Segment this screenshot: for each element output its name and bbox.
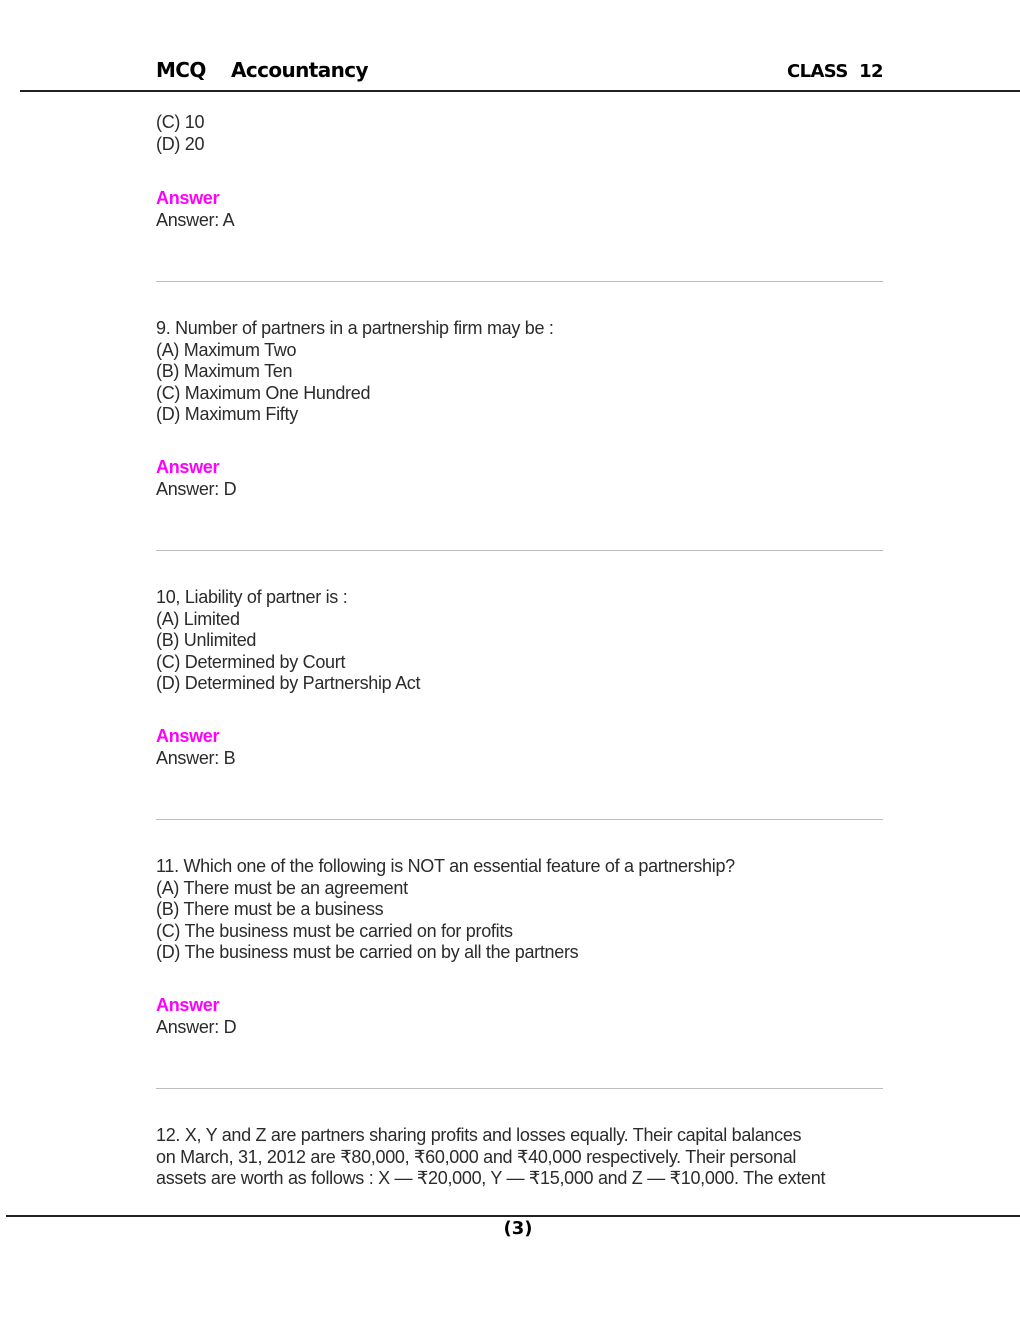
option: (D) 20 [156,133,205,154]
header-class: CLASS 12 [787,61,883,82]
option: (D) The business must be carried on by all the partners [156,942,579,962]
answer-heading: Answer [156,995,220,1015]
separator [156,550,883,551]
separator [156,1088,883,1089]
question-text-line: assets are worth as follows : X — ₹20,000, Y — ₹15,000 and Z — ₹10,000. The extent [156,1168,826,1188]
question-block [156,318,896,426]
answer-heading: Answer [156,726,220,746]
answer-heading: Answer [156,457,220,477]
option: (A) Limited [156,608,240,629]
footer-divider [6,1215,1020,1217]
question-text-line: on March, 31, 2012 are ₹80,000, ₹60,000 and ₹40,000 respectively. Their personal [156,1146,797,1167]
option: (A) Maximum Two [156,339,297,360]
header-subject: Accountancy [231,58,368,82]
option: (D) Determined by Partnership Act [156,673,421,693]
question-block [156,1125,896,1190]
separator [156,281,883,282]
option: (A) There must be an agreement [156,877,408,898]
partial-question-options [156,112,896,155]
question-text: 11. Which one of the following is NOT an essential feature of a partnership? [156,856,735,876]
option: (D) Maximum Fifty [156,404,298,424]
answer-text: Answer: A [156,209,235,230]
option: (C) Maximum One Hundred [156,382,371,403]
answer-block [156,726,896,769]
page-number: (3) [503,1218,533,1239]
question-block [156,587,896,695]
question-text-line: 12. X, Y and Z are partners sharing profits and losses equally. Their capital balances [156,1125,802,1145]
answer-block [156,995,896,1038]
option: (C) The business must be carried on for profits [156,920,513,941]
question-text: 10, Liability of partner is : [156,587,348,607]
header-divider [20,90,1020,92]
option: (B) Unlimited [156,630,257,650]
option: (C) Determined by Court [156,651,346,672]
question-text: 9. Number of partners in a partnership firm may be : [156,318,554,338]
option: (B) There must be a business [156,899,384,919]
answer-block [156,457,896,500]
option: (B) Maximum Ten [156,361,293,381]
question-block [156,856,896,964]
answer-block [156,188,896,231]
option: (C) 10 [156,112,205,132]
answer-text: Answer: D [156,478,237,499]
separator [156,819,883,820]
header-prefix: MCQ [156,58,206,82]
answer-text: Answer: B [156,747,236,768]
answer-text: Answer: D [156,1016,237,1037]
answer-heading: Answer [156,188,220,208]
